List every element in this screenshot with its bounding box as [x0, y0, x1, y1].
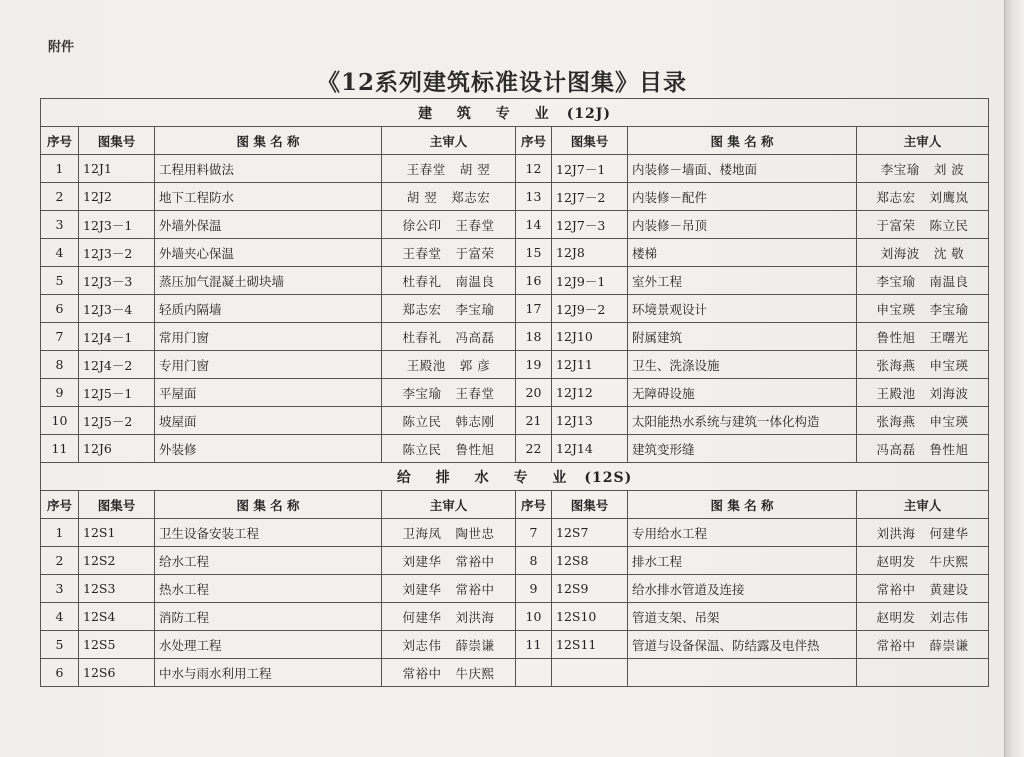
reviewer-name: 刘 波 — [933, 161, 965, 177]
header-reviewer: 主审人 — [857, 491, 989, 519]
row-no: 3 — [41, 211, 79, 239]
row-name: 消防工程 — [155, 603, 382, 631]
reviewer-cell — [857, 183, 989, 211]
row-no: 5 — [41, 267, 79, 295]
row-no: 19 — [516, 351, 552, 379]
row-no: 16 — [516, 267, 552, 295]
reviewer-name: 常裕中 — [455, 581, 495, 597]
row-no: 18 — [516, 323, 552, 351]
row-name: 水处理工程 — [155, 631, 382, 659]
row-no: 12 — [516, 155, 552, 183]
reviewer-name: 常裕中 — [402, 665, 442, 681]
row-name: 蒸压加气混凝土砌块墙 — [155, 267, 382, 295]
reviewer-name: 鲁性旭 — [455, 441, 495, 457]
row-code: 12S8 — [552, 547, 628, 575]
reviewer-cell — [382, 155, 516, 183]
row-no: 17 — [516, 295, 552, 323]
reviewer-name: 牛庆熙 — [929, 553, 969, 569]
reviewer-name: 黄建设 — [929, 581, 969, 597]
row-no: 11 — [516, 631, 552, 659]
reviewer-name: 刘志伟 — [929, 609, 969, 625]
reviewer-name: 何建华 — [402, 609, 442, 625]
row-no — [516, 659, 552, 687]
row-no: 5 — [41, 631, 79, 659]
reviewer-name: 陈立民 — [402, 441, 442, 457]
row-name: 内装修－配件 — [628, 183, 857, 211]
table-row — [41, 155, 989, 183]
reviewer-cell — [382, 631, 516, 659]
row-no: 13 — [516, 183, 552, 211]
reviewer-cell — [857, 631, 989, 659]
reviewer-name: 王殿池 — [876, 385, 916, 401]
reviewer-name: 薛崇谦 — [929, 637, 969, 653]
reviewer-name: 杜春礼 — [402, 273, 442, 289]
row-name: 管道支架、吊架 — [628, 603, 857, 631]
architecture-title: 建 筑 专 业 — [418, 105, 559, 122]
reviewer-name: 王曙光 — [929, 329, 969, 345]
row-name: 常用门窗 — [155, 323, 382, 351]
page-title: 《12系列建筑标准设计图集》目录 — [316, 69, 687, 96]
table-row — [41, 435, 989, 463]
row-code: 12S4 — [79, 603, 155, 631]
reviewer-name: 鲁性旭 — [929, 441, 969, 457]
header-no: 序号 — [41, 127, 79, 155]
row-code: 12S2 — [79, 547, 155, 575]
row-code: 12J7－3 — [552, 211, 628, 239]
row-no: 21 — [516, 407, 552, 435]
reviewer-name: 南温良 — [455, 273, 495, 289]
reviewer-cell — [382, 407, 516, 435]
reviewer-name: 王春堂 — [406, 161, 446, 177]
header-no: 序号 — [516, 127, 552, 155]
reviewer-cell — [382, 435, 516, 463]
row-name: 外墙外保温 — [155, 211, 382, 239]
row-no: 6 — [41, 659, 79, 687]
row-name: 中水与雨水利用工程 — [155, 659, 382, 687]
table-row — [41, 575, 989, 603]
reviewer-name: 陈立民 — [402, 413, 442, 429]
reviewer-cell — [382, 575, 516, 603]
reviewer-cell — [857, 435, 989, 463]
reviewer-cell — [382, 295, 516, 323]
row-name: 内装修－墙面、楼地面 — [628, 155, 857, 183]
row-name: 太阳能热水系统与建筑一体化构造 — [628, 407, 857, 435]
page-edge — [1004, 0, 1024, 757]
row-no: 15 — [516, 239, 552, 267]
row-name: 地下工程防水 — [155, 183, 382, 211]
reviewer-name: 薛崇谦 — [455, 637, 495, 653]
row-name — [628, 659, 857, 687]
row-code: 12J10 — [552, 323, 628, 351]
reviewer-name: 李宝瑜 — [402, 385, 442, 401]
row-name: 专用门窗 — [155, 351, 382, 379]
table-row — [41, 603, 989, 631]
table-row — [41, 267, 989, 295]
reviewer-name: 常裕中 — [876, 581, 916, 597]
row-code: 12J3－2 — [79, 239, 155, 267]
reviewer-name: 南温良 — [929, 273, 969, 289]
reviewer-cell — [857, 295, 989, 323]
reviewer-name: 胡 翌 — [406, 189, 438, 205]
row-no: 7 — [516, 519, 552, 547]
reviewer-name: 郑志宏 — [876, 189, 916, 205]
reviewer-name: 申宝瑛 — [876, 301, 916, 317]
header-code: 图集号 — [79, 127, 155, 155]
reviewer-name: 杜春礼 — [402, 329, 442, 345]
row-code: 12J8 — [552, 239, 628, 267]
reviewer-cell — [857, 519, 989, 547]
reviewer-cell — [857, 407, 989, 435]
plumbing-section-title — [41, 463, 989, 491]
header-reviewer: 主审人 — [857, 127, 989, 155]
header-code: 图集号 — [552, 491, 628, 519]
row-no: 1 — [41, 155, 79, 183]
reviewer-cell — [382, 211, 516, 239]
row-code: 12J7－1 — [552, 155, 628, 183]
row-code: 12J1 — [79, 155, 155, 183]
table-row — [41, 351, 989, 379]
row-no: 7 — [41, 323, 79, 351]
row-no: 2 — [41, 547, 79, 575]
architecture-section-title — [41, 99, 989, 127]
reviewer-name: 沈 敬 — [933, 245, 965, 261]
reviewer-cell — [382, 323, 516, 351]
reviewer-name: 李宝瑜 — [455, 301, 495, 317]
row-no: 14 — [516, 211, 552, 239]
row-code: 12J12 — [552, 379, 628, 407]
row-no: 22 — [516, 435, 552, 463]
row-name: 平屋面 — [155, 379, 382, 407]
reviewer-name: 陶世忠 — [455, 525, 495, 541]
table-header-row — [41, 491, 989, 519]
row-no: 1 — [41, 519, 79, 547]
reviewer-cell — [857, 659, 989, 687]
row-code: 12S9 — [552, 575, 628, 603]
row-no: 4 — [41, 603, 79, 631]
header-name: 图 集 名 称 — [628, 127, 857, 155]
row-code: 12J9－1 — [552, 267, 628, 295]
row-code: 12J5－1 — [79, 379, 155, 407]
row-code: 12J13 — [552, 407, 628, 435]
row-no: 10 — [41, 407, 79, 435]
reviewer-name: 李宝瑜 — [880, 161, 920, 177]
row-no: 3 — [41, 575, 79, 603]
row-no: 20 — [516, 379, 552, 407]
reviewer-name: 李宝瑜 — [929, 301, 969, 317]
reviewer-cell — [857, 547, 989, 575]
reviewer-cell — [857, 239, 989, 267]
reviewer-name: 冯高磊 — [876, 441, 916, 457]
row-name: 坡屋面 — [155, 407, 382, 435]
table-row — [41, 183, 989, 211]
table-row — [41, 379, 989, 407]
reviewer-name: 郭 彦 — [459, 357, 491, 373]
row-code: 12J5－2 — [79, 407, 155, 435]
reviewer-name: 何建华 — [929, 525, 969, 541]
row-no: 4 — [41, 239, 79, 267]
row-name: 内装修－吊顶 — [628, 211, 857, 239]
reviewer-name: 赵明发 — [876, 553, 916, 569]
row-name: 管道与设备保温、防结露及电伴热 — [628, 631, 857, 659]
row-code — [552, 659, 628, 687]
reviewer-name: 张海燕 — [876, 357, 916, 373]
row-name: 附属建筑 — [628, 323, 857, 351]
reviewer-cell — [382, 239, 516, 267]
reviewer-name: 赵明发 — [876, 609, 916, 625]
reviewer-name: 于富荣 — [455, 245, 495, 261]
reviewer-name: 郑志宏 — [451, 189, 491, 205]
row-code: 12S1 — [79, 519, 155, 547]
plumbing-title: 给 排 水 专 业 — [396, 469, 577, 486]
row-code: 12J11 — [552, 351, 628, 379]
reviewer-cell — [857, 211, 989, 239]
header-no: 序号 — [516, 491, 552, 519]
reviewer-cell — [382, 659, 516, 687]
reviewer-cell — [857, 379, 989, 407]
reviewer-name: 胡 翌 — [459, 161, 491, 177]
row-name: 热水工程 — [155, 575, 382, 603]
reviewer-cell — [382, 351, 516, 379]
row-code: 12S11 — [552, 631, 628, 659]
reviewer-name: 刘建华 — [402, 581, 442, 597]
table-row — [41, 211, 989, 239]
reviewer-name: 王殿池 — [406, 357, 446, 373]
reviewer-name: 王春堂 — [402, 245, 442, 261]
row-code: 12J6 — [79, 435, 155, 463]
row-name: 外墙夹心保温 — [155, 239, 382, 267]
reviewer-name: 刘洪海 — [876, 525, 916, 541]
row-no: 10 — [516, 603, 552, 631]
header-name: 图 集 名 称 — [628, 491, 857, 519]
reviewer-cell — [382, 603, 516, 631]
row-code: 12S3 — [79, 575, 155, 603]
row-no: 2 — [41, 183, 79, 211]
row-code: 12S5 — [79, 631, 155, 659]
table-row — [41, 323, 989, 351]
table-row — [41, 631, 989, 659]
reviewer-name: 常裕中 — [455, 553, 495, 569]
reviewer-name: 刘建华 — [402, 553, 442, 569]
row-code: 12J3－4 — [79, 295, 155, 323]
reviewer-cell — [382, 267, 516, 295]
table-row — [41, 407, 989, 435]
reviewer-name: 徐公印 — [402, 217, 442, 233]
reviewer-name: 陈立民 — [929, 217, 969, 233]
reviewer-name: 刘海波 — [929, 385, 969, 401]
reviewer-name: 鲁性旭 — [876, 329, 916, 345]
plumbing-section — [41, 463, 989, 687]
row-code: 12S10 — [552, 603, 628, 631]
row-name: 工程用料做法 — [155, 155, 382, 183]
header-reviewer: 主审人 — [382, 491, 516, 519]
reviewer-name: 郑志宏 — [402, 301, 442, 317]
reviewer-name: 申宝瑛 — [929, 357, 969, 373]
table-row — [41, 659, 989, 687]
architecture-section — [41, 99, 989, 463]
header-no: 序号 — [41, 491, 79, 519]
row-name: 无障碍设施 — [628, 379, 857, 407]
row-no: 8 — [41, 351, 79, 379]
table-row — [41, 519, 989, 547]
reviewer-name: 张海燕 — [876, 413, 916, 429]
reviewer-cell — [857, 323, 989, 351]
reviewer-cell — [857, 155, 989, 183]
row-name: 楼梯 — [628, 239, 857, 267]
row-name: 室外工程 — [628, 267, 857, 295]
reviewer-name: 常裕中 — [876, 637, 916, 653]
reviewer-name: 申宝瑛 — [929, 413, 969, 429]
table-row — [41, 239, 989, 267]
reviewer-cell — [382, 379, 516, 407]
row-name: 卫生、洗涤设施 — [628, 351, 857, 379]
reviewer-cell — [382, 547, 516, 575]
row-name: 排水工程 — [628, 547, 857, 575]
reviewer-name: 刘海波 — [880, 245, 920, 261]
reviewer-name: 刘鹰岚 — [929, 189, 969, 205]
reviewer-name: 王春堂 — [455, 217, 495, 233]
row-name: 外装修 — [155, 435, 382, 463]
table-row — [41, 295, 989, 323]
attachment-label: 附件 — [48, 40, 75, 55]
plumbing-code: (12S) — [584, 469, 633, 486]
architecture-code: (12J) — [566, 105, 612, 122]
row-code: 12J2 — [79, 183, 155, 211]
row-code: 12S7 — [552, 519, 628, 547]
row-name: 给水工程 — [155, 547, 382, 575]
table-header-row — [41, 127, 989, 155]
row-name: 卫生设备安装工程 — [155, 519, 382, 547]
row-code: 12J7－2 — [552, 183, 628, 211]
header-reviewer: 主审人 — [382, 127, 516, 155]
reviewer-name: 李宝瑜 — [876, 273, 916, 289]
row-no: 6 — [41, 295, 79, 323]
header-name: 图 集 名 称 — [155, 491, 382, 519]
reviewer-name: 于富荣 — [876, 217, 916, 233]
row-code: 12J4－1 — [79, 323, 155, 351]
row-code: 12J14 — [552, 435, 628, 463]
header-code: 图集号 — [79, 491, 155, 519]
reviewer-cell — [857, 267, 989, 295]
row-name: 环境景观设计 — [628, 295, 857, 323]
row-no: 9 — [41, 379, 79, 407]
row-name: 轻质内隔墙 — [155, 295, 382, 323]
row-no: 9 — [516, 575, 552, 603]
reviewer-cell — [857, 603, 989, 631]
header-name: 图 集 名 称 — [155, 127, 382, 155]
reviewer-name: 王春堂 — [455, 385, 495, 401]
row-name: 给水排水管道及连接 — [628, 575, 857, 603]
table-row — [41, 547, 989, 575]
reviewer-cell — [382, 183, 516, 211]
row-no: 8 — [516, 547, 552, 575]
row-code: 12J9－2 — [552, 295, 628, 323]
reviewer-cell — [857, 575, 989, 603]
reviewer-name: 刘志伟 — [402, 637, 442, 653]
header-code: 图集号 — [552, 127, 628, 155]
reviewer-cell — [382, 519, 516, 547]
reviewer-name: 卫海凤 — [402, 525, 442, 541]
row-name: 建筑变形缝 — [628, 435, 857, 463]
row-code: 12J3－1 — [79, 211, 155, 239]
reviewer-name: 牛庆熙 — [455, 665, 495, 681]
row-name: 专用给水工程 — [628, 519, 857, 547]
row-no: 11 — [41, 435, 79, 463]
reviewer-name: 刘洪海 — [455, 609, 495, 625]
row-code: 12J3－3 — [79, 267, 155, 295]
row-code: 12S6 — [79, 659, 155, 687]
reviewer-cell — [857, 351, 989, 379]
reviewer-name: 冯高磊 — [455, 329, 495, 345]
reviewer-name: 韩志刚 — [455, 413, 495, 429]
row-code: 12J4－2 — [79, 351, 155, 379]
catalog-table — [40, 98, 989, 687]
